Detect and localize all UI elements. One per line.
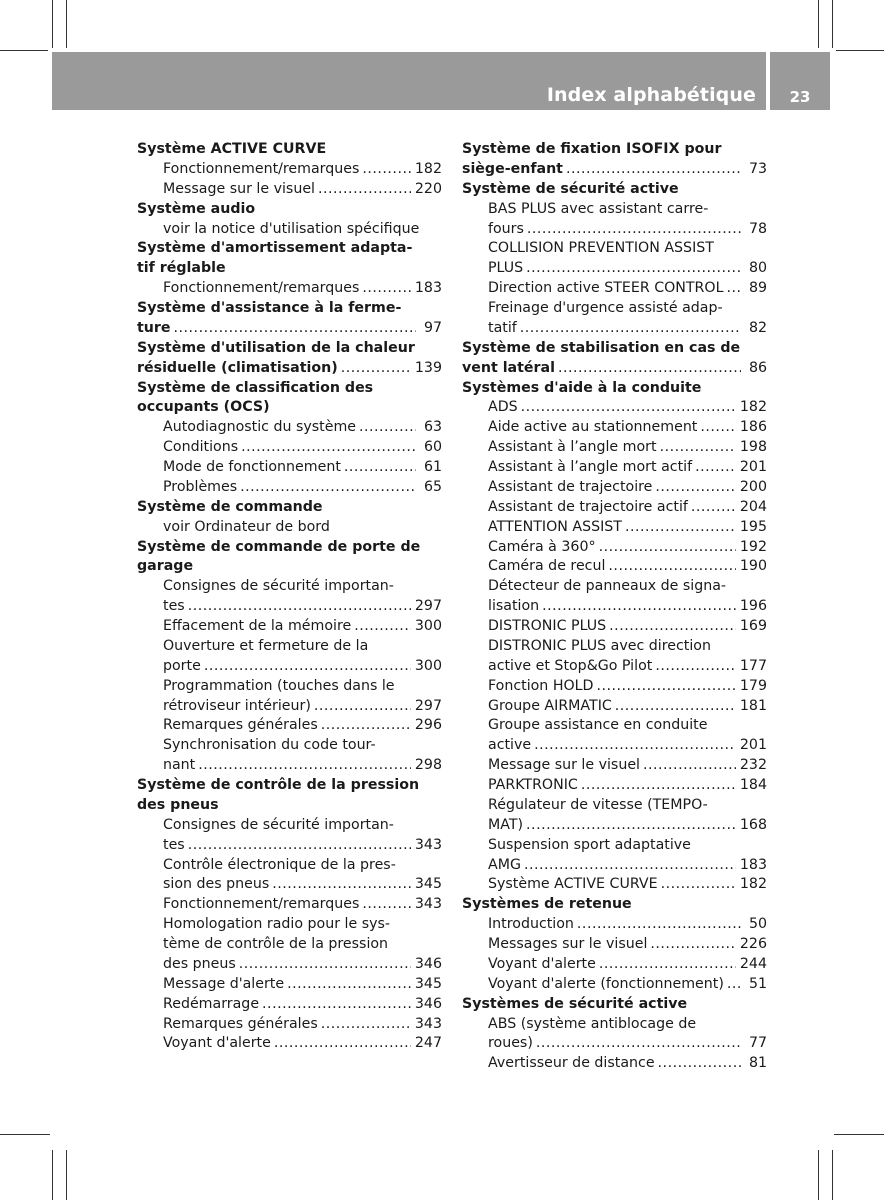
dot-leader: [188, 597, 411, 617]
index-entry: [462, 160, 767, 180]
index-entry: [462, 220, 767, 240]
entry-page: 183: [739, 856, 767, 873]
entry-text: résiduelle (climatisation): [137, 359, 338, 376]
index-entry: [462, 478, 767, 498]
entry-text: Problèmes: [163, 478, 238, 495]
entry-page: 181: [739, 697, 767, 714]
entry-text: ture: [137, 319, 171, 336]
entry-page: 78: [748, 220, 767, 237]
crop-mark: [66, 0, 67, 48]
crop-mark: [818, 1150, 819, 1200]
index-subentry: Programmation (touches dans le: [163, 677, 395, 694]
index-entry: [462, 657, 767, 677]
entry-text: Assistant de trajectoire: [488, 478, 653, 495]
section-header: [52, 52, 766, 110]
index-entry: [462, 259, 767, 279]
entry-text: PARKTRONIC: [488, 777, 578, 793]
index-entry: [137, 597, 442, 617]
dot-leader: [321, 1015, 411, 1035]
entry-page: 195: [739, 518, 767, 535]
entry-page: 300: [414, 657, 442, 674]
dot-leader: [596, 677, 735, 697]
entry-text: Message sur le visuel: [488, 757, 640, 774]
entry-text: Message sur le visuel: [163, 180, 315, 197]
index-subentry: tème de contrôle de la pression: [163, 936, 389, 952]
index-heading: tif réglable: [137, 260, 226, 277]
dot-leader: [174, 319, 416, 339]
entry-text: Redémarrage: [163, 995, 260, 1012]
entry-text: Mode de fonctionnement: [163, 459, 341, 475]
dot-leader: [521, 398, 736, 418]
index-heading: Système ACTIVE CURVE: [137, 141, 327, 157]
dot-leader: [536, 1034, 741, 1054]
dot-leader: [609, 617, 736, 637]
entry-page: 343: [414, 836, 442, 853]
entry-text: tes: [163, 598, 185, 615]
index-subentry: COLLISION PREVENTION ASSIST: [488, 240, 714, 257]
entry-text: des pneus: [163, 955, 236, 972]
index-subentry: Consignes de sécurité importan-: [163, 816, 394, 833]
entry-text: Autodiagnostic du système: [163, 419, 356, 436]
index-subentry: Ouverture et fermeture de la: [163, 637, 369, 654]
entry-page: 198: [739, 439, 767, 456]
entry-page: 186: [739, 419, 767, 436]
dot-leader: [558, 359, 741, 379]
index-heading: Système de fixation ISOFIX pour: [462, 141, 722, 157]
entry-text: Fonctionnement/remarques: [163, 896, 360, 913]
index-entry: [137, 895, 442, 915]
index-entry: [462, 975, 767, 995]
dot-leader: [287, 975, 411, 995]
entry-page: 346: [414, 995, 442, 1012]
entry-text: fours: [488, 220, 524, 237]
entry-page: 89: [748, 280, 767, 297]
entry-text: Assistant à l’angle mort: [488, 439, 657, 456]
dot-leader: [527, 220, 741, 240]
entry-text: roues): [488, 1035, 533, 1052]
dot-leader: [520, 319, 741, 339]
index-entry: [462, 955, 767, 975]
entry-page: 345: [414, 975, 442, 992]
index-heading: Système de stabilisation en cas de: [462, 339, 741, 356]
entry-page: 247: [414, 1035, 442, 1052]
dot-leader: [239, 955, 411, 975]
dot-leader: [362, 279, 411, 299]
entry-page: 63: [423, 419, 442, 436]
entry-text: PLUS: [488, 260, 524, 277]
index-heading: garage: [137, 558, 194, 575]
index-entry: [137, 617, 442, 637]
index-entry: [137, 160, 442, 180]
entry-text: ADS: [488, 399, 518, 416]
dot-leader: [362, 895, 411, 915]
index-heading: Système de contrôle de la pression: [137, 777, 420, 793]
index-entry: [137, 180, 442, 200]
entry-page: 86: [748, 359, 767, 376]
entry-text: Effacement de la mémoire: [163, 618, 352, 634]
crop-mark: [52, 0, 53, 48]
entry-text: Avertisseur de distance: [488, 1055, 655, 1072]
dot-leader: [524, 856, 736, 876]
entry-text: tes: [163, 836, 185, 853]
dot-leader: [526, 816, 736, 836]
entry-page: 192: [739, 538, 767, 555]
crop-mark: [832, 1150, 833, 1200]
entry-page: 184: [739, 777, 767, 793]
index-heading: Système de sécurité active: [462, 180, 679, 197]
crop-mark: [818, 0, 819, 48]
index-subentry: DISTRONIC PLUS avec direction: [488, 637, 711, 654]
entry-text: rétroviseur intérieur): [163, 697, 311, 714]
entry-page: 300: [414, 618, 442, 634]
index-subentry: Consignes de sécurité importan-: [163, 578, 394, 595]
index-entry: [462, 617, 767, 637]
index-entry: [137, 478, 442, 498]
index-entry: [462, 597, 767, 617]
entry-page: 296: [414, 717, 442, 734]
dot-leader: [599, 955, 736, 975]
entry-page: 177: [739, 657, 767, 674]
crop-mark: [66, 1150, 67, 1200]
dot-leader: [615, 697, 736, 717]
dot-leader: [534, 736, 736, 756]
entry-page: 343: [414, 896, 442, 913]
index-entry: [462, 518, 767, 538]
entry-text: ATTENTION ASSIST: [488, 518, 622, 535]
dot-leader: [318, 180, 411, 200]
index-entry: [137, 438, 442, 458]
crop-mark: [834, 1134, 884, 1135]
dot-leader: [661, 875, 736, 895]
crop-mark: [0, 1134, 50, 1135]
dot-leader: [188, 836, 411, 856]
dot-leader: [655, 478, 736, 498]
entry-page: 297: [414, 598, 442, 615]
dot-leader: [700, 418, 736, 438]
entry-text: Voyant d'alerte: [163, 1035, 271, 1052]
crop-mark: [832, 0, 833, 48]
index-subentry: Homologation radio pour le sys-: [163, 916, 391, 933]
index-heading: Système d'assistance à la ferme-: [137, 300, 402, 316]
dot-leader: [695, 458, 736, 478]
entry-page: 220: [414, 180, 442, 197]
dot-leader: [727, 279, 742, 299]
entry-text: nant: [163, 757, 196, 774]
entry-text: Fonctionnement/remarques: [163, 160, 360, 177]
entry-page: 226: [739, 936, 767, 952]
index-heading: occupants (OCS): [137, 399, 270, 416]
index-heading: Systèmes de sécurité active: [462, 995, 688, 1012]
index-heading: Système d'utilisation de la chaleur: [137, 339, 415, 356]
index-entry: [462, 776, 767, 796]
dot-leader: [727, 975, 741, 995]
entry-page: 81: [748, 1055, 767, 1072]
dot-leader: [354, 617, 411, 637]
index-entry: [137, 716, 442, 736]
index-subentry: voir Ordinateur de bord: [163, 518, 330, 535]
index-subentry: Contrôle électronique de la pres-: [163, 856, 396, 873]
entry-page: 139: [414, 359, 442, 376]
dot-leader: [204, 657, 411, 677]
index-heading: Systèmes de retenue: [462, 896, 632, 913]
index-entry: [137, 756, 442, 776]
crop-mark: [836, 50, 884, 51]
entry-page: 50: [748, 916, 767, 933]
index-subentry: Synchronisation du code tour-: [163, 737, 376, 754]
index-subentry: ABS (système antiblocage de: [488, 1015, 697, 1032]
entry-text: Fonctionnement/remarques: [163, 280, 360, 297]
index-entry: [462, 856, 767, 876]
index-heading: Système audio: [137, 200, 256, 217]
entry-text: tatif: [488, 319, 517, 336]
dot-leader: [650, 935, 736, 955]
crop-mark: [0, 50, 48, 51]
entry-text: Voyant d'alerte: [488, 955, 596, 972]
entry-page: 182: [414, 160, 442, 177]
entry-page: 196: [739, 598, 767, 615]
entry-text: Remarques générales: [163, 1015, 318, 1032]
entry-page: 346: [414, 955, 442, 972]
index-subentry: Régulateur de vitesse (TEMPO-: [488, 796, 708, 813]
index-subentry: Freinage d'urgence assisté adap-: [488, 300, 723, 316]
index-heading: des pneus: [137, 796, 219, 813]
dot-leader: [240, 478, 416, 498]
dot-leader: [274, 1034, 411, 1054]
entry-page: 51: [748, 975, 767, 992]
index-entry: [462, 697, 767, 717]
entry-text: porte: [163, 657, 201, 674]
entry-text: Remarques générales: [163, 717, 318, 734]
index-entry: [462, 438, 767, 458]
entry-page: 204: [739, 498, 767, 515]
entry-text: Direction active STEER CONTROL: [488, 280, 724, 297]
dot-leader: [526, 259, 741, 279]
entry-text: Aide active au stationnement: [488, 419, 698, 436]
dot-leader: [655, 657, 736, 677]
section-title: Index alphabétique: [546, 84, 756, 106]
entry-page: 244: [739, 955, 767, 972]
index-column-right: [462, 140, 767, 1074]
index-entry: [462, 677, 767, 697]
entry-text: MAT): [488, 816, 524, 833]
index-heading: Système de classification des: [137, 379, 374, 396]
index-entry: [137, 657, 442, 677]
crop-mark: [52, 1150, 53, 1200]
entry-page: 345: [414, 876, 442, 893]
entry-text: Messages sur le visuel: [488, 936, 648, 952]
entry-text: DISTRONIC PLUS: [488, 618, 607, 634]
entry-text: Message d'alerte: [163, 975, 285, 992]
dot-leader: [625, 518, 736, 538]
index-entry: [462, 458, 767, 478]
index-entry: [137, 955, 442, 975]
index-entry: [137, 458, 442, 478]
entry-text: Fonction HOLD: [488, 677, 594, 694]
index-subentry: Suspension sport adaptative: [488, 836, 691, 853]
index-entry: [462, 418, 767, 438]
entry-text: active: [488, 737, 532, 754]
entry-text: AMG: [488, 856, 521, 873]
entry-page: 297: [414, 697, 442, 714]
entry-text: Système ACTIVE CURVE: [488, 876, 658, 893]
entry-text: lisation: [488, 598, 540, 615]
entry-page: 168: [739, 816, 767, 833]
dot-leader: [321, 716, 411, 736]
entry-page: 179: [739, 677, 767, 694]
index-heading: Systèmes d'aide à la conduite: [462, 379, 702, 396]
entry-page: 201: [739, 459, 767, 475]
entry-page: 182: [739, 876, 767, 893]
entry-page: 298: [414, 757, 442, 774]
page-number: 23: [789, 88, 811, 106]
entry-text: siège-enfant: [462, 160, 563, 177]
dot-leader: [344, 458, 416, 478]
entry-page: 77: [748, 1035, 767, 1052]
entry-text: active et Stop&Go Pilot: [488, 657, 653, 674]
dot-leader: [198, 756, 411, 776]
index-entry: [137, 875, 442, 895]
entry-page: 182: [739, 399, 767, 416]
index-entry: [462, 279, 767, 299]
entry-page: 73: [748, 160, 767, 177]
index-entry: [462, 935, 767, 955]
dot-leader: [658, 1054, 741, 1074]
dot-leader: [241, 438, 416, 458]
entry-text: Assistant à l’angle mort actif: [488, 459, 693, 475]
entry-text: Caméra à 360°: [488, 538, 596, 555]
entry-text: Caméra de recul: [488, 558, 606, 575]
entry-text: vent latéral: [462, 359, 555, 376]
index-entry: [137, 697, 442, 717]
index-subentry: Groupe assistance en conduite: [488, 717, 708, 734]
dot-leader: [542, 597, 736, 617]
index-entry: [462, 1034, 767, 1054]
dot-leader: [359, 418, 416, 438]
entry-text: Voyant d'alerte (fonctionnement): [488, 975, 724, 992]
dot-leader: [566, 160, 741, 180]
dot-leader: [341, 359, 411, 379]
dot-leader: [608, 557, 735, 577]
index-entry: [137, 359, 442, 379]
dot-leader: [577, 915, 741, 935]
index-entry: [462, 816, 767, 836]
dot-leader: [691, 498, 736, 518]
entry-page: 190: [739, 558, 767, 575]
index-entry: [137, 975, 442, 995]
entry-text: Conditions: [163, 439, 239, 456]
index-entry: [462, 736, 767, 756]
dot-leader: [581, 776, 736, 796]
index-heading: Système de commande: [137, 498, 323, 515]
index-entry: [137, 836, 442, 856]
entry-page: 200: [739, 478, 767, 495]
entry-page: 60: [423, 439, 442, 456]
index-entry: [462, 756, 767, 776]
index-entry: [462, 875, 767, 895]
entry-page: 82: [748, 319, 767, 336]
entry-page: 97: [423, 319, 442, 336]
index-entry: [462, 398, 767, 418]
index-entry: [137, 418, 442, 438]
index-entry: [462, 1054, 767, 1074]
index-subentry: BAS PLUS avec assistant carre-: [488, 200, 709, 217]
index-entry: [137, 1034, 442, 1054]
dot-leader: [272, 875, 411, 895]
dot-leader: [643, 756, 736, 776]
index-subentry: Détecteur de panneaux de signa-: [488, 578, 727, 595]
index-entry: [462, 557, 767, 577]
index-entry: [137, 995, 442, 1015]
entry-text: Groupe AIRMATIC: [488, 697, 612, 714]
index-entry: [462, 538, 767, 558]
entry-page: 80: [748, 260, 767, 277]
index-entry: [462, 359, 767, 379]
dot-leader: [314, 697, 411, 717]
index-entry: [137, 1015, 442, 1035]
index-entry: [462, 319, 767, 339]
entry-page: 65: [423, 478, 442, 495]
entry-text: Introduction: [488, 916, 574, 933]
entry-text: Assistant de trajectoire actif: [488, 498, 688, 515]
entry-page: 232: [739, 757, 767, 774]
index-heading: Système d'amortissement adapta-: [137, 240, 413, 257]
index-heading: Système de commande de porte de: [137, 538, 421, 555]
dot-leader: [599, 538, 736, 558]
index-subentry: voir la notice d'utilisation spécifique: [163, 220, 420, 237]
index-entry: [462, 915, 767, 935]
dot-leader: [362, 160, 411, 180]
entry-text: sion des pneus: [163, 876, 270, 893]
entry-page: 183: [414, 280, 442, 297]
index-column-left: [137, 140, 442, 1054]
entry-page: 201: [739, 737, 767, 754]
dot-leader: [262, 995, 411, 1015]
page-number-box: [770, 52, 830, 110]
dot-leader: [660, 438, 736, 458]
index-entry: [137, 279, 442, 299]
entry-page: 343: [414, 1015, 442, 1032]
index-entry: [137, 319, 442, 339]
entry-page: 61: [423, 459, 442, 475]
index-entry: [462, 498, 767, 518]
entry-page: 169: [739, 618, 767, 634]
